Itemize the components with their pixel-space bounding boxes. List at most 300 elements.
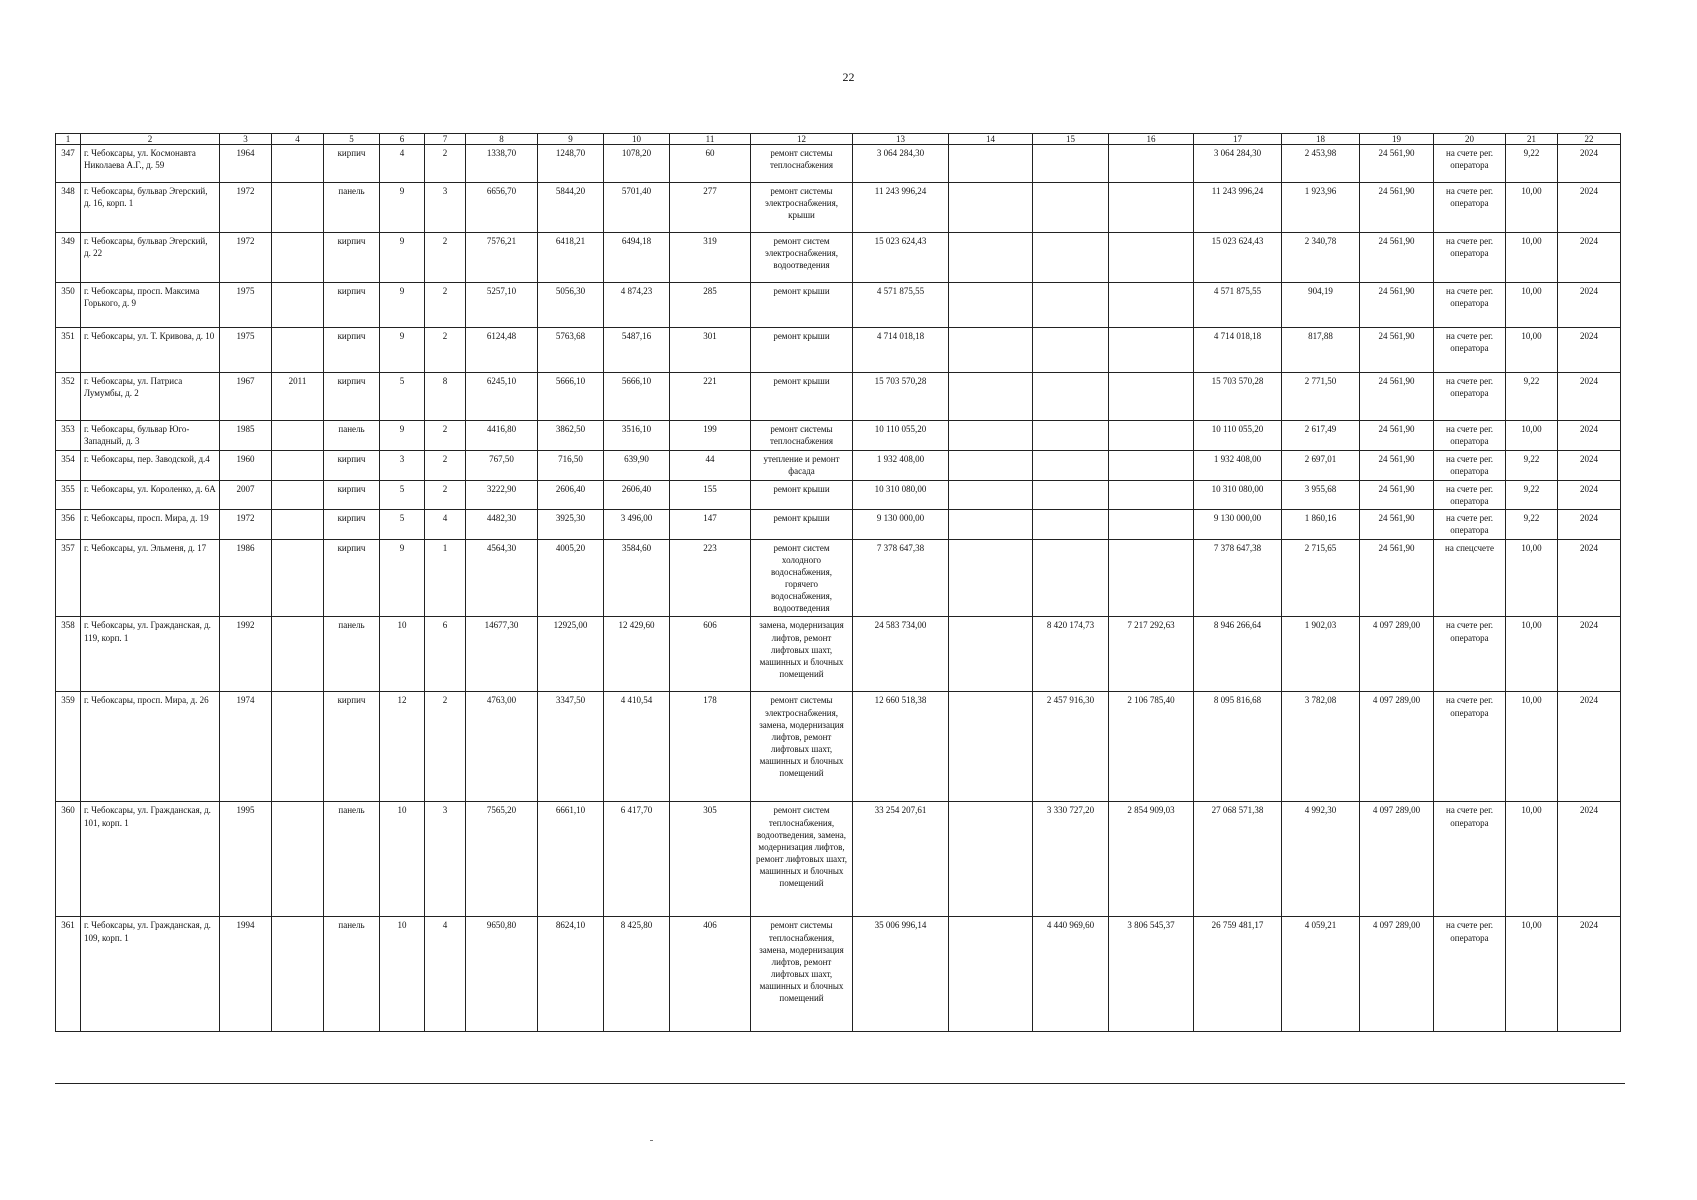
area-cell: 8 425,80 [604, 917, 670, 1032]
total-area-cell: 4416,80 [466, 421, 538, 451]
value-cell: 24 561,90 [1360, 481, 1434, 510]
column-header: 1 [56, 134, 81, 145]
row-number: 355 [56, 481, 81, 510]
entrances-cell: 4 [425, 917, 466, 1032]
floors-cell: 9 [380, 421, 425, 451]
address-cell: г. Чебоксары, бульвар Эгерский, д. 22 [81, 233, 220, 283]
value-cell: 10,00 [1506, 421, 1558, 451]
value-cell: 24 561,90 [1360, 233, 1434, 283]
wall-material-cell: кирпич [324, 481, 380, 510]
value-cell: 15 703 570,28 [1194, 373, 1282, 421]
area-cell: 5056,30 [538, 283, 604, 328]
value-cell [949, 283, 1033, 328]
area-cell: 2606,40 [538, 481, 604, 510]
value-cell [949, 451, 1033, 481]
table-row [56, 510, 1621, 539]
account-cell: на счете рег. оператора [1434, 451, 1506, 481]
total-cost-cell: 3 064 284,30 [853, 145, 949, 183]
residents-cell: 606 [670, 617, 751, 692]
value-cell: 10,00 [1506, 233, 1558, 283]
value-cell: 1 902,03 [1282, 617, 1360, 692]
area-cell: 4005,20 [538, 539, 604, 617]
area-cell: 4 410,54 [604, 692, 670, 802]
value-cell: 9,22 [1506, 145, 1558, 183]
value-cell: 24 561,90 [1360, 328, 1434, 373]
value-cell [1033, 510, 1109, 539]
row-number: 349 [56, 233, 81, 283]
year-reconstructed-cell [272, 510, 324, 539]
wall-material-cell: кирпич [324, 692, 380, 802]
residents-cell: 60 [670, 145, 751, 183]
value-cell [949, 328, 1033, 373]
table-row [56, 539, 1621, 617]
row-number: 358 [56, 617, 81, 692]
address-cell: г. Чебоксары, бульвар Эгерский, д. 16, корп. 1 [81, 183, 220, 233]
value-cell: 8 420 174,73 [1033, 617, 1109, 692]
total-area-cell: 1338,70 [466, 145, 538, 183]
area-cell: 5487,16 [604, 328, 670, 373]
year-cell: 2024 [1558, 421, 1621, 451]
work-types-cell: ремонт систем теплоснабжения, водоотведения, замена, модернизация лифтов, ремонт лифтовых шахт, машинных и блочных помещений [751, 802, 853, 917]
area-cell: 2606,40 [604, 481, 670, 510]
floors-cell: 5 [380, 373, 425, 421]
value-cell [1033, 283, 1109, 328]
floors-cell: 12 [380, 692, 425, 802]
value-cell: 27 068 571,38 [1194, 802, 1282, 917]
wall-material-cell: кирпич [324, 451, 380, 481]
value-cell: 9,22 [1506, 373, 1558, 421]
row-number: 353 [56, 421, 81, 451]
repair-program-table [55, 133, 1621, 1032]
entrances-cell: 2 [425, 328, 466, 373]
account-cell: на счете рег. оператора [1434, 692, 1506, 802]
value-cell: 24 561,90 [1360, 510, 1434, 539]
value-cell [1109, 233, 1194, 283]
year-cell: 2024 [1558, 917, 1621, 1032]
value-cell: 24 561,90 [1360, 373, 1434, 421]
value-cell: 9,22 [1506, 451, 1558, 481]
area-cell: 6 417,70 [604, 802, 670, 917]
year-reconstructed-cell [272, 481, 324, 510]
floors-cell: 10 [380, 917, 425, 1032]
value-cell: 4 714 018,18 [1194, 328, 1282, 373]
entrances-cell: 4 [425, 510, 466, 539]
year-cell: 2024 [1558, 802, 1621, 917]
value-cell: 4 097 289,00 [1360, 802, 1434, 917]
value-cell [1109, 183, 1194, 233]
area-cell: 12 429,60 [604, 617, 670, 692]
floors-cell: 4 [380, 145, 425, 183]
year-cell: 2024 [1558, 617, 1621, 692]
area-cell: 1248,70 [538, 145, 604, 183]
work-types-cell: ремонт системы электроснабжения, крыши [751, 183, 853, 233]
area-cell: 4 874,23 [604, 283, 670, 328]
area-cell: 5763,68 [538, 328, 604, 373]
value-cell: 4 571 875,55 [1194, 283, 1282, 328]
repair-program-table-wrap [55, 133, 1621, 1032]
entrances-cell: 2 [425, 283, 466, 328]
table-row [56, 917, 1621, 1032]
year-cell: 2024 [1558, 510, 1621, 539]
area-cell: 3862,50 [538, 421, 604, 451]
total-area-cell: 4763,00 [466, 692, 538, 802]
account-cell: на счете рег. оператора [1434, 233, 1506, 283]
value-cell [1033, 451, 1109, 481]
work-types-cell: ремонт систем электроснабжения, водоотведения [751, 233, 853, 283]
wall-material-cell: кирпич [324, 145, 380, 183]
table-row [56, 145, 1621, 183]
value-cell [949, 145, 1033, 183]
value-cell [1033, 539, 1109, 617]
year-built-cell: 1972 [220, 183, 272, 233]
column-header: 12 [751, 134, 853, 145]
value-cell [1109, 451, 1194, 481]
floors-cell: 9 [380, 233, 425, 283]
residents-cell: 223 [670, 539, 751, 617]
value-cell [949, 373, 1033, 421]
entrances-cell: 2 [425, 692, 466, 802]
year-cell: 2024 [1558, 539, 1621, 617]
year-built-cell: 1974 [220, 692, 272, 802]
value-cell: 10 110 055,20 [1194, 421, 1282, 451]
address-cell: г. Чебоксары, ул. Гражданская, д. 109, корп. 1 [81, 917, 220, 1032]
residents-cell: 319 [670, 233, 751, 283]
column-header: 21 [1506, 134, 1558, 145]
year-reconstructed-cell [272, 328, 324, 373]
table-row [56, 183, 1621, 233]
wall-material-cell: панель [324, 617, 380, 692]
entrances-cell: 2 [425, 451, 466, 481]
value-cell: 8 946 266,64 [1194, 617, 1282, 692]
account-cell: на счете рег. оператора [1434, 421, 1506, 451]
value-cell: 3 064 284,30 [1194, 145, 1282, 183]
value-cell: 10,00 [1506, 802, 1558, 917]
account-cell: на счете рег. оператора [1434, 510, 1506, 539]
total-area-cell: 7565,20 [466, 802, 538, 917]
value-cell: 817,88 [1282, 328, 1360, 373]
entrances-cell: 3 [425, 802, 466, 917]
value-cell: 4 097 289,00 [1360, 617, 1434, 692]
entrances-cell: 1 [425, 539, 466, 617]
year-built-cell: 1975 [220, 328, 272, 373]
total-cost-cell: 24 583 734,00 [853, 617, 949, 692]
value-cell [1109, 328, 1194, 373]
column-header: 14 [949, 134, 1033, 145]
value-cell [1033, 421, 1109, 451]
value-cell [1109, 539, 1194, 617]
entrances-cell: 6 [425, 617, 466, 692]
value-cell [1033, 233, 1109, 283]
wall-material-cell: кирпич [324, 373, 380, 421]
address-cell: г. Чебоксары, ул. Гражданская, д. 101, корп. 1 [81, 802, 220, 917]
value-cell: 4 059,21 [1282, 917, 1360, 1032]
table-bottom-rule [55, 1083, 1625, 1084]
value-cell: 9 130 000,00 [1194, 510, 1282, 539]
year-built-cell: 1960 [220, 451, 272, 481]
entrances-cell: 2 [425, 481, 466, 510]
value-cell: 4 992,30 [1282, 802, 1360, 917]
column-number-row [56, 134, 1621, 145]
year-reconstructed-cell [272, 421, 324, 451]
total-area-cell: 5257,10 [466, 283, 538, 328]
address-cell: г. Чебоксары, ул. Т. Кривова, д. 10 [81, 328, 220, 373]
value-cell: 24 561,90 [1360, 145, 1434, 183]
value-cell: 10,00 [1506, 917, 1558, 1032]
area-cell: 12925,00 [538, 617, 604, 692]
column-header: 9 [538, 134, 604, 145]
value-cell: 4 097 289,00 [1360, 917, 1434, 1032]
account-cell: на счете рег. оператора [1434, 617, 1506, 692]
value-cell [949, 917, 1033, 1032]
value-cell [1033, 183, 1109, 233]
value-cell: 1 923,96 [1282, 183, 1360, 233]
value-cell: 9,22 [1506, 481, 1558, 510]
row-number: 350 [56, 283, 81, 328]
page-number: 22 [842, 70, 855, 84]
value-cell [1109, 421, 1194, 451]
column-header: 16 [1109, 134, 1194, 145]
floors-cell: 9 [380, 539, 425, 617]
wall-material-cell: кирпич [324, 510, 380, 539]
value-cell [1033, 373, 1109, 421]
area-cell: 3925,30 [538, 510, 604, 539]
total-area-cell: 7576,21 [466, 233, 538, 283]
year-cell: 2024 [1558, 328, 1621, 373]
area-cell: 3516,10 [604, 421, 670, 451]
value-cell [1109, 283, 1194, 328]
year-built-cell: 1964 [220, 145, 272, 183]
total-cost-cell: 33 254 207,61 [853, 802, 949, 917]
account-cell: на счете рег. оператора [1434, 373, 1506, 421]
floors-cell: 9 [380, 183, 425, 233]
value-cell: 2 697,01 [1282, 451, 1360, 481]
table-row [56, 451, 1621, 481]
address-cell: г. Чебоксары, ул. Космонавта Николаева А.Г., д. 59 [81, 145, 220, 183]
total-area-cell: 9650,80 [466, 917, 538, 1032]
table-row [56, 328, 1621, 373]
residents-cell: 285 [670, 283, 751, 328]
account-cell: на счете рег. оператора [1434, 328, 1506, 373]
year-cell: 2024 [1558, 481, 1621, 510]
area-cell: 3584,60 [604, 539, 670, 617]
value-cell: 4 440 969,60 [1033, 917, 1109, 1032]
residents-cell: 155 [670, 481, 751, 510]
area-cell: 8624,10 [538, 917, 604, 1032]
floors-cell: 9 [380, 328, 425, 373]
total-area-cell: 4482,30 [466, 510, 538, 539]
value-cell [949, 481, 1033, 510]
account-cell: на счете рег. оператора [1434, 283, 1506, 328]
column-header: 5 [324, 134, 380, 145]
area-cell: 5666,10 [538, 373, 604, 421]
value-cell: 11 243 996,24 [1194, 183, 1282, 233]
account-cell: на счете рег. оператора [1434, 183, 1506, 233]
account-cell: на счете рег. оператора [1434, 145, 1506, 183]
value-cell [949, 692, 1033, 802]
residents-cell: 277 [670, 183, 751, 233]
value-cell: 15 023 624,43 [1194, 233, 1282, 283]
column-header: 18 [1282, 134, 1360, 145]
year-built-cell: 1972 [220, 233, 272, 283]
total-cost-cell: 11 243 996,24 [853, 183, 949, 233]
address-cell: г. Чебоксары, пер. Заводской, д.4 [81, 451, 220, 481]
year-cell: 2024 [1558, 373, 1621, 421]
residents-cell: 44 [670, 451, 751, 481]
row-number: 357 [56, 539, 81, 617]
column-header: 11 [670, 134, 751, 145]
year-reconstructed-cell [272, 283, 324, 328]
table-row [56, 692, 1621, 802]
column-header: 4 [272, 134, 324, 145]
area-cell: 5666,10 [604, 373, 670, 421]
year-cell: 2024 [1558, 233, 1621, 283]
total-area-cell: 6124,48 [466, 328, 538, 373]
table-row [56, 233, 1621, 283]
column-header: 8 [466, 134, 538, 145]
year-built-cell: 1992 [220, 617, 272, 692]
year-built-cell: 1986 [220, 539, 272, 617]
row-number: 359 [56, 692, 81, 802]
area-cell: 639,90 [604, 451, 670, 481]
column-header: 20 [1434, 134, 1506, 145]
value-cell: 3 330 727,20 [1033, 802, 1109, 917]
value-cell: 2 106 785,40 [1109, 692, 1194, 802]
table-body [56, 145, 1621, 1032]
area-cell: 6418,21 [538, 233, 604, 283]
value-cell: 8 095 816,68 [1194, 692, 1282, 802]
column-header: 17 [1194, 134, 1282, 145]
year-built-cell: 1972 [220, 510, 272, 539]
column-header: 22 [1558, 134, 1621, 145]
scan-speck [650, 1140, 653, 1141]
value-cell: 24 561,90 [1360, 183, 1434, 233]
value-cell: 1 932 408,00 [1194, 451, 1282, 481]
value-cell: 7 217 292,63 [1109, 617, 1194, 692]
total-area-cell: 3222,90 [466, 481, 538, 510]
total-cost-cell: 7 378 647,38 [853, 539, 949, 617]
area-cell: 716,50 [538, 451, 604, 481]
work-types-cell: замена, модернизация лифтов, ремонт лифтовых шахт, машинных и блочных помещений [751, 617, 853, 692]
column-header: 13 [853, 134, 949, 145]
entrances-cell: 2 [425, 145, 466, 183]
year-built-cell: 1995 [220, 802, 272, 917]
area-cell: 5701,40 [604, 183, 670, 233]
wall-material-cell: кирпич [324, 328, 380, 373]
value-cell: 2 457 916,30 [1033, 692, 1109, 802]
wall-material-cell: кирпич [324, 539, 380, 617]
total-area-cell: 6656,70 [466, 183, 538, 233]
value-cell [1109, 145, 1194, 183]
work-types-cell: ремонт системы теплоснабжения [751, 421, 853, 451]
area-cell: 1078,20 [604, 145, 670, 183]
total-area-cell: 14677,30 [466, 617, 538, 692]
table-row [56, 617, 1621, 692]
year-cell: 2024 [1558, 692, 1621, 802]
year-cell: 2024 [1558, 283, 1621, 328]
entrances-cell: 2 [425, 233, 466, 283]
work-types-cell: ремонт системы теплоснабжения [751, 145, 853, 183]
row-number: 361 [56, 917, 81, 1032]
residents-cell: 221 [670, 373, 751, 421]
column-header: 15 [1033, 134, 1109, 145]
value-cell: 3 806 545,37 [1109, 917, 1194, 1032]
work-types-cell: утепление и ремонт фасада [751, 451, 853, 481]
year-reconstructed-cell [272, 183, 324, 233]
value-cell: 10,00 [1506, 539, 1558, 617]
value-cell: 24 561,90 [1360, 421, 1434, 451]
value-cell: 1 860,16 [1282, 510, 1360, 539]
area-cell: 6661,10 [538, 802, 604, 917]
row-number: 347 [56, 145, 81, 183]
value-cell: 10,00 [1506, 692, 1558, 802]
row-number: 348 [56, 183, 81, 233]
floors-cell: 9 [380, 283, 425, 328]
value-cell [949, 510, 1033, 539]
table-row [56, 421, 1621, 451]
value-cell: 10 310 080,00 [1194, 481, 1282, 510]
wall-material-cell: панель [324, 421, 380, 451]
row-number: 352 [56, 373, 81, 421]
account-cell: на спецсчете [1434, 539, 1506, 617]
wall-material-cell: кирпич [324, 283, 380, 328]
address-cell: г. Чебоксары, бульвар Юго-Западный, д. 3 [81, 421, 220, 451]
work-types-cell: ремонт крыши [751, 481, 853, 510]
total-cost-cell: 15 023 624,43 [853, 233, 949, 283]
year-cell: 2024 [1558, 145, 1621, 183]
floors-cell: 10 [380, 617, 425, 692]
area-cell: 3347,50 [538, 692, 604, 802]
year-reconstructed-cell [272, 451, 324, 481]
year-built-cell: 1985 [220, 421, 272, 451]
value-cell [1109, 373, 1194, 421]
address-cell: г. Чебоксары, ул. Эльменя, д. 17 [81, 539, 220, 617]
residents-cell: 147 [670, 510, 751, 539]
total-cost-cell: 10 110 055,20 [853, 421, 949, 451]
floors-cell: 5 [380, 481, 425, 510]
value-cell: 2 715,65 [1282, 539, 1360, 617]
wall-material-cell: панель [324, 802, 380, 917]
value-cell: 10,00 [1506, 283, 1558, 328]
column-header: 19 [1360, 134, 1434, 145]
value-cell: 904,19 [1282, 283, 1360, 328]
area-cell: 3 496,00 [604, 510, 670, 539]
work-types-cell: ремонт системы теплоснабжения, замена, модернизация лифтов, ремонт лифтовых шахт, машинных и блочных помещений [751, 917, 853, 1032]
area-cell: 5844,20 [538, 183, 604, 233]
value-cell [949, 233, 1033, 283]
residents-cell: 178 [670, 692, 751, 802]
address-cell: г. Чебоксары, ул. Короленко, д. 6А [81, 481, 220, 510]
year-reconstructed-cell [272, 233, 324, 283]
year-reconstructed-cell [272, 802, 324, 917]
value-cell: 2 854 909,03 [1109, 802, 1194, 917]
table-row [56, 802, 1621, 917]
total-cost-cell: 4 714 018,18 [853, 328, 949, 373]
entrances-cell: 8 [425, 373, 466, 421]
value-cell: 2 617,49 [1282, 421, 1360, 451]
total-cost-cell: 35 006 996,14 [853, 917, 949, 1032]
value-cell [949, 183, 1033, 233]
value-cell [949, 421, 1033, 451]
value-cell: 7 378 647,38 [1194, 539, 1282, 617]
value-cell [1033, 145, 1109, 183]
column-header: 6 [380, 134, 425, 145]
residents-cell: 199 [670, 421, 751, 451]
year-reconstructed-cell [272, 539, 324, 617]
value-cell [1109, 481, 1194, 510]
area-cell: 6494,18 [604, 233, 670, 283]
year-built-cell: 1967 [220, 373, 272, 421]
address-cell: г. Чебоксары, просп. Мира, д. 19 [81, 510, 220, 539]
